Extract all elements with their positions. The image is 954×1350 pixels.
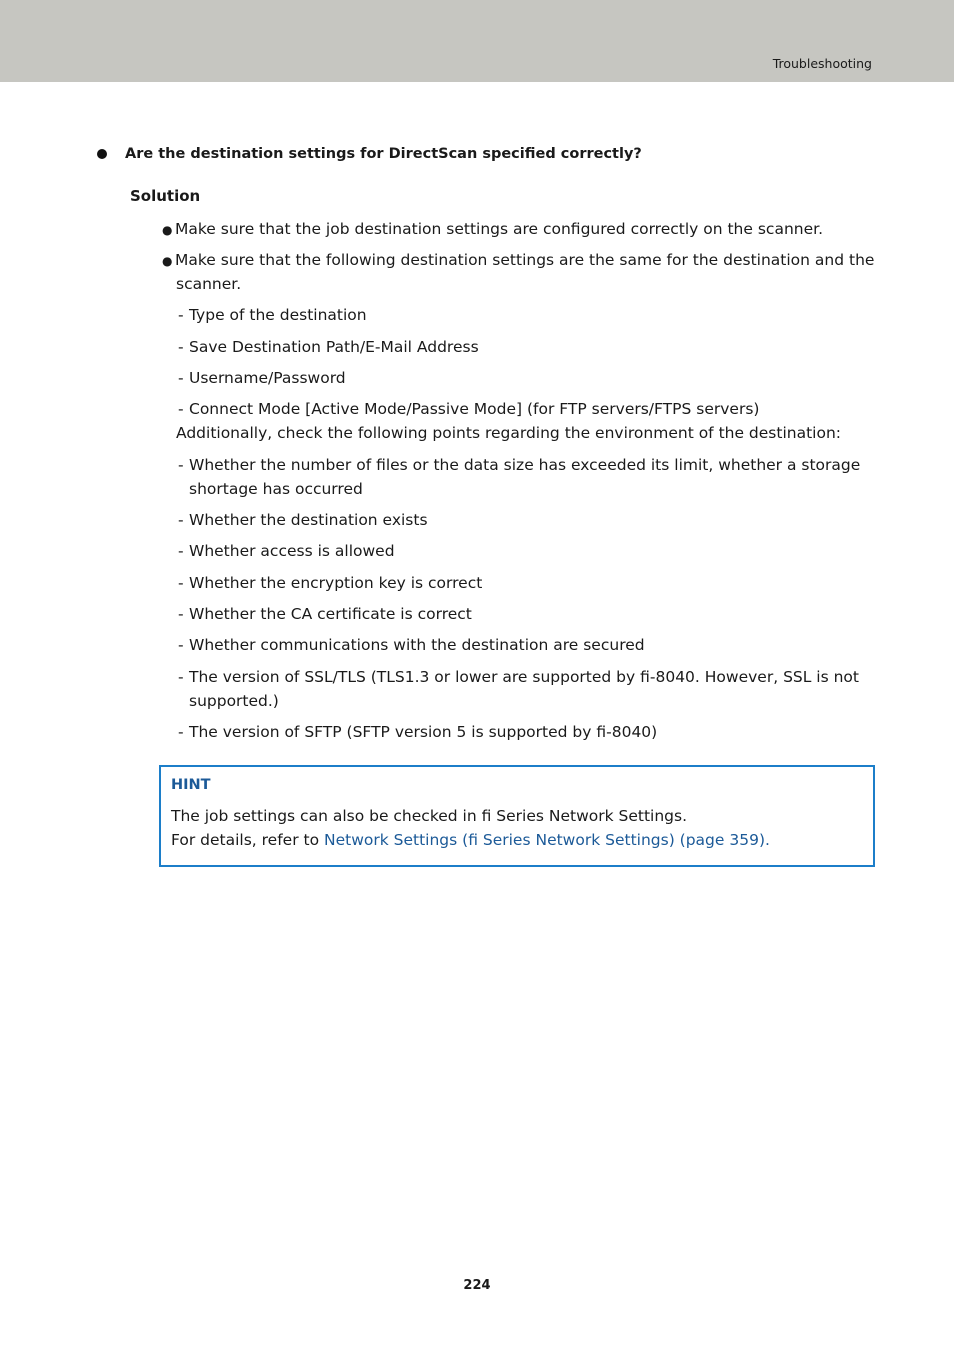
question-item xyxy=(97,146,642,162)
environment-item xyxy=(178,720,657,744)
dash-marker: - xyxy=(178,668,184,686)
dash-marker: - xyxy=(178,605,184,623)
question-text: Are the destination settings for DirectScan specified correctly? xyxy=(125,146,642,162)
environment-item xyxy=(178,602,472,626)
bullet-continuation: scanner. xyxy=(176,275,242,293)
environment-item-text: Whether access is allowed xyxy=(189,542,395,560)
environment-item-text: Whether the encryption key is correct xyxy=(189,574,483,592)
environment-item xyxy=(178,633,645,657)
bullet-text: Make sure that the following destination settings are the same for the destination and the xyxy=(175,251,875,269)
environment-item xyxy=(178,508,428,532)
hint-text: The job settings can also be checked in fi Series Network Settings. xyxy=(171,807,688,825)
bullet-icon xyxy=(97,149,107,159)
environment-item xyxy=(178,453,860,477)
environment-item xyxy=(178,539,395,563)
settings-item-text: Type of the destination xyxy=(189,306,367,324)
hint-reference-suffix: . xyxy=(765,831,770,849)
environment-item-continuation: shortage has occurred xyxy=(189,480,363,498)
dash-marker: - xyxy=(178,636,184,654)
environment-item-text: Whether the number of files or the data size has exceeded its limit, whether a storage xyxy=(189,456,861,474)
dash-marker: - xyxy=(178,456,184,474)
solution-bullet-2 xyxy=(162,248,874,273)
environment-item-text: Whether the destination exists xyxy=(189,511,428,529)
dash-marker: - xyxy=(178,542,184,560)
dash-marker: - xyxy=(178,400,184,418)
bullet-text: Make sure that the job destination settings are configured correctly on the scanner. xyxy=(175,220,824,238)
bullet-icon: ● xyxy=(162,223,173,237)
environment-item-continuation: supported.) xyxy=(189,692,279,710)
hint-box xyxy=(159,765,875,867)
dash-marker: - xyxy=(178,306,184,324)
environment-item xyxy=(178,571,482,595)
hint-title: HINT xyxy=(171,777,211,793)
hint-reference xyxy=(171,828,770,852)
settings-item xyxy=(178,335,479,359)
page-number: 224 xyxy=(463,1278,491,1293)
dash-marker: - xyxy=(178,369,184,387)
environment-item-text: The version of SSL/TLS (TLS1.3 or lower are supported by fi-8040. However, SSL is not xyxy=(189,668,859,686)
settings-item xyxy=(178,303,367,327)
settings-item xyxy=(178,366,346,390)
dash-marker: - xyxy=(178,511,184,529)
settings-item-text: Username/Password xyxy=(189,369,346,387)
bullet-icon: ● xyxy=(162,254,173,268)
solution-bullet-1 xyxy=(162,217,823,242)
environment-item-text: The version of SFTP (SFTP version 5 is supported by fi-8040) xyxy=(189,723,658,741)
header-section-title: Troubleshooting xyxy=(772,56,872,71)
settings-item-text: Save Destination Path/E-Mail Address xyxy=(189,338,479,356)
settings-item-text: Connect Mode [Active Mode/Passive Mode] (for FTP servers/FTPS servers) xyxy=(189,400,760,418)
dash-marker: - xyxy=(178,574,184,592)
environment-item xyxy=(178,665,859,689)
hint-reference-prefix: For details, refer to xyxy=(171,831,324,849)
environment-item-text: Whether communications with the destination are secured xyxy=(189,636,645,654)
solution-heading: Solution xyxy=(130,187,201,205)
settings-item xyxy=(178,397,759,421)
dash-marker: - xyxy=(178,723,184,741)
dash-marker: - xyxy=(178,338,184,356)
environment-item-text: Whether the CA certificate is correct xyxy=(189,605,472,623)
additional-note: Additionally, check the following points regarding the environment of the destination: xyxy=(176,424,842,442)
network-settings-link[interactable]: Network Settings (fi Series Network Settings) (page 359) xyxy=(324,831,765,849)
